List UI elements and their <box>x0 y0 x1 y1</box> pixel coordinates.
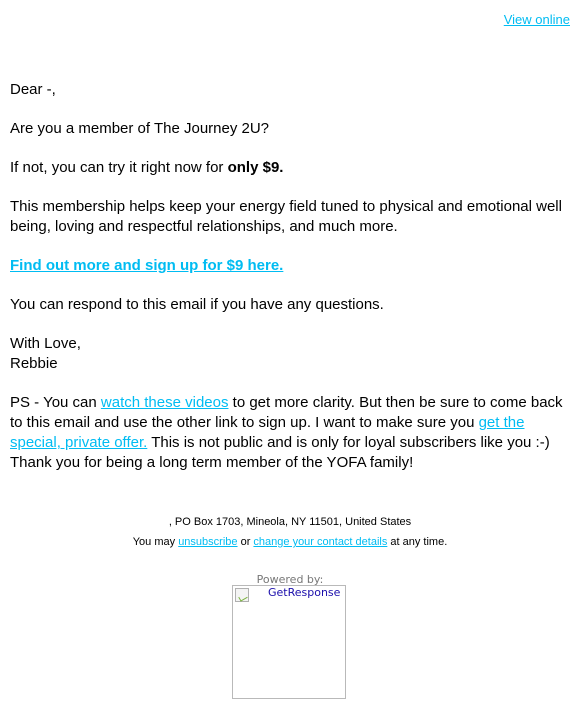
offer-prefix: If not, you can try it right now for <box>10 159 228 176</box>
closing: With Love, <box>10 335 81 352</box>
manage-subscription-text <box>0 536 580 548</box>
signup-paragraph <box>10 256 568 276</box>
view-online-link[interactable]: View online <box>503 12 570 27</box>
ps-paragraph <box>10 393 568 473</box>
broken-image-icon <box>235 588 249 602</box>
change-contact-details-link[interactable]: change your contact details <box>253 536 388 548</box>
greeting: Dear -, <box>10 81 56 98</box>
may-prefix: You may <box>132 536 179 548</box>
getresponse-alt-text: GetResponse <box>268 586 341 599</box>
offer-price: only $9. <box>227 159 284 176</box>
ps-suffix: This is not public and is only for loyal subscribers like you :-) Thank you for being a long term member of the YOFA family! <box>10 434 550 471</box>
signoff <box>10 334 568 374</box>
email-footer <box>0 516 580 548</box>
at-any-time-text: at any time. <box>387 536 448 548</box>
ps-prefix: PS - You can <box>10 394 101 411</box>
unsubscribe-link[interactable]: unsubscribe <box>178 536 238 548</box>
watch-videos-link[interactable]: watch these videos <box>100 394 229 411</box>
membership-description: This membership helps keep your energy field tuned to physical and emotional well being, loving and respectful relationships, and much more. <box>10 198 562 235</box>
offer-text <box>10 158 568 178</box>
or-text: or <box>237 536 254 548</box>
postal-address: , PO Box 1703, Mineola, NY 11501, United States <box>168 516 412 528</box>
respond-text: You can respond to this email if you have any questions. <box>10 296 384 313</box>
private-offer-link[interactable]: get the special, private offer. <box>10 414 525 451</box>
email-body <box>10 80 568 492</box>
ps-middle: to get more clarity. But then be sure to come back to this email and use the other link to sign up. I want to make sure you <box>10 394 563 431</box>
powered-by-label: Powered by: <box>256 573 324 586</box>
signature: Rebbie <box>10 355 58 372</box>
getresponse-badge[interactable] <box>232 585 346 699</box>
signup-link[interactable]: Find out more and sign up for $9 here. <box>10 257 284 274</box>
membership-question: Are you a member of The Journey 2U? <box>10 120 270 137</box>
